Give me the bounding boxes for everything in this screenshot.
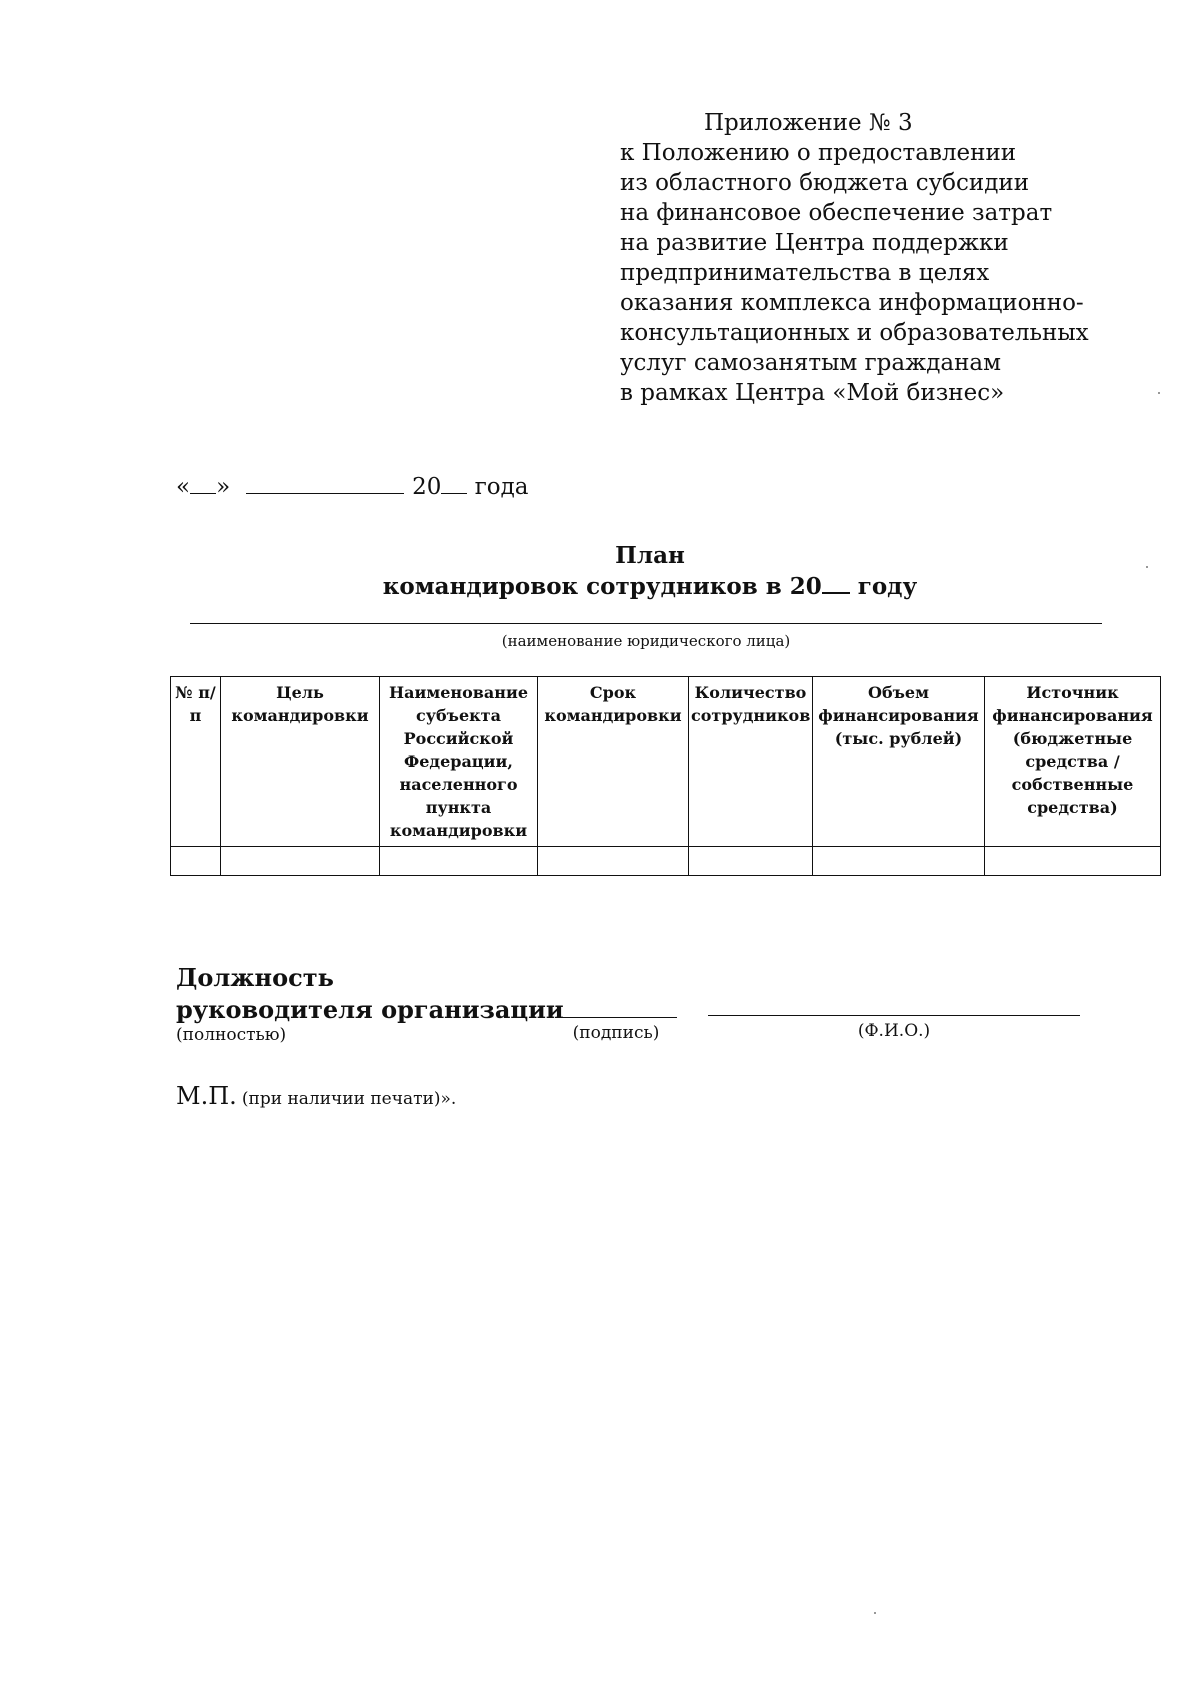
plan-year-blank — [822, 574, 850, 594]
table-cell[interactable] — [985, 847, 1161, 876]
column-header-funding-amount: Объем финансирования (тыс. рублей) — [813, 677, 985, 847]
appendix-line: на финансовое обеспечение затрат — [620, 200, 1053, 226]
table-cell[interactable] — [689, 847, 813, 876]
appendix-line: оказания комплекса информационно- — [620, 290, 1084, 316]
appendix-line: предпринимательства в целях — [620, 260, 990, 286]
date-suffix: года — [474, 474, 529, 500]
year-prefix: 20 — [412, 474, 442, 500]
signature-rule — [555, 1017, 677, 1018]
entity-name-rule — [190, 623, 1102, 624]
column-header-destination: Наименование субъекта Российской Федерации, населенного пункта командировки — [380, 677, 538, 847]
date-close-quote: » — [216, 474, 231, 500]
column-header-employee-count: Количество сотрудников — [689, 677, 813, 847]
appendix-title: Приложение № 3 — [704, 110, 913, 136]
column-header-funding-source: Источник финансирования (бюджетные средства / собственные средства) — [985, 677, 1161, 847]
date-open-quote: « — [176, 474, 191, 500]
column-header-duration: Срок командировки — [538, 677, 689, 847]
plan-heading — [0, 540, 1200, 602]
position-note: (полностью) — [176, 1025, 287, 1045]
plan-subtitle-suffix: году — [857, 573, 918, 600]
column-header-purpose: Цель командировки — [221, 677, 380, 847]
stamp-label: М.П. — [176, 1082, 237, 1110]
month-blank — [246, 475, 404, 494]
date-line — [176, 474, 529, 500]
table-cell[interactable] — [538, 847, 689, 876]
appendix-line: услуг самозанятым гражданам — [620, 350, 1002, 376]
appendix-line: на развитие Центра поддержки — [620, 230, 1009, 256]
table-header-row — [171, 677, 1161, 847]
plan-subtitle-prefix: командировок сотрудников в 20 — [382, 573, 822, 600]
appendix-line: консультационных и образовательных — [620, 320, 1089, 346]
appendix-line: из областного бюджета субсидии — [620, 170, 1030, 196]
business-trip-table — [170, 676, 1161, 876]
day-blank — [190, 475, 216, 494]
table-cell[interactable] — [221, 847, 380, 876]
plan-title: План — [615, 542, 685, 569]
scan-speck — [1146, 566, 1148, 568]
table-cell[interactable] — [380, 847, 538, 876]
appendix-line: к Положению о предоставлении — [620, 140, 1017, 166]
appendix-line: в рамках Центра «Мой бизнес» — [620, 380, 1005, 406]
position-line: руководителя организации — [176, 995, 564, 1024]
full-name-caption: (Ф.И.О.) — [857, 1021, 931, 1041]
full-name-rule — [708, 1015, 1080, 1016]
signature-caption: (подпись) — [572, 1023, 660, 1043]
stamp-note: (при наличии печати)». — [241, 1089, 457, 1109]
table-cell[interactable] — [171, 847, 221, 876]
scan-speck — [874, 1612, 876, 1614]
table-cell[interactable] — [813, 847, 985, 876]
scan-speck — [1158, 392, 1160, 394]
column-header-number: № п/п — [171, 677, 221, 847]
position-line: Должность — [176, 963, 334, 992]
head-position — [176, 962, 564, 1026]
entity-caption: (наименование юридического лица) — [501, 632, 791, 650]
table-row — [171, 847, 1161, 876]
year-blank — [441, 475, 467, 494]
appendix-header — [620, 108, 1160, 408]
plan-subtitle — [0, 571, 1200, 602]
stamp-line — [176, 1082, 456, 1110]
